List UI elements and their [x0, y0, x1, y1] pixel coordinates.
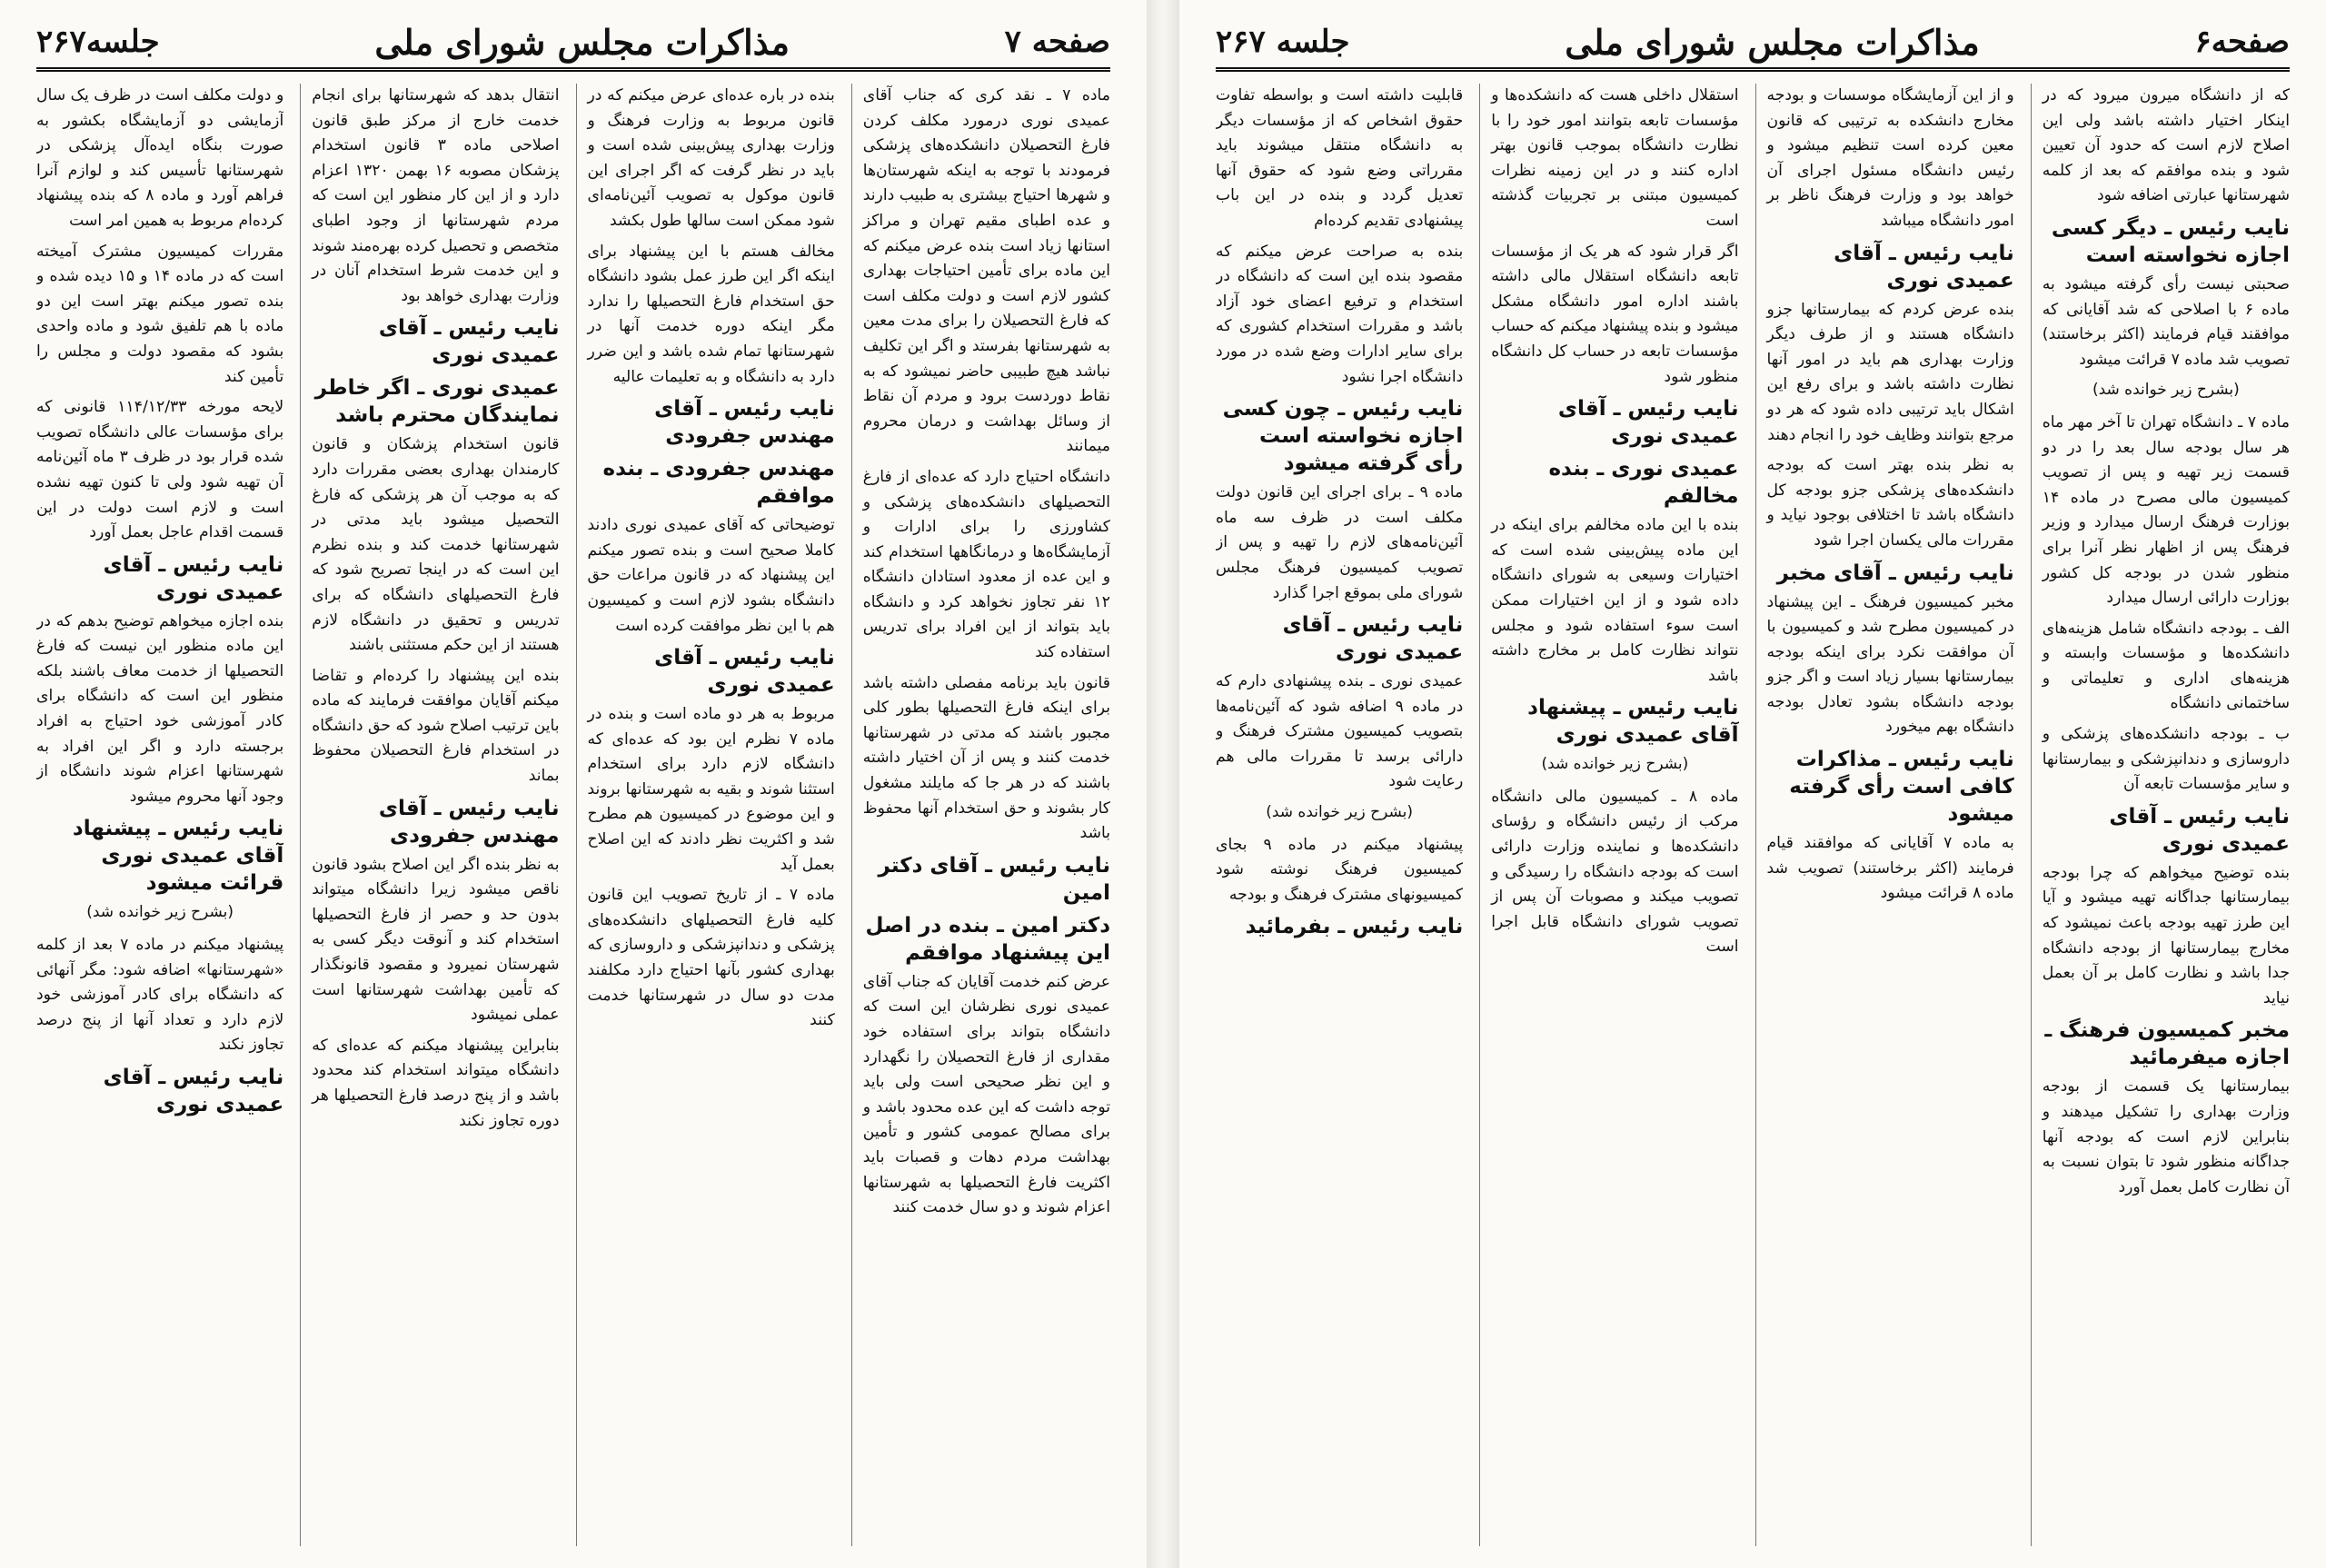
right-page-header	[1216, 16, 2290, 72]
paragraph: بنده به صراحت عرض میکنم که مقصود بنده این است که دانشگاه در استخدام و ترفیع اعضای خود آزاد باشد و مقررات استخدام کشوری که برای سایر ادارات وضع شده در مورد دانشگاه اجرا نشود	[1216, 242, 1464, 386]
text-column	[1479, 84, 1738, 1546]
paragraph: ب ـ بودجه دانشکده‌های پزشکی و داروسازی و دندانپزشکی و بیمارستانها و سایر مؤسسات تابعه آن	[2042, 725, 2290, 794]
paragraph: به نظر بنده اگر این اصلاح بشود قانون ناقص میشود زیرا دانشگاه میتواند بدون حد و حصر از فارغ التحصیلها استخدام کند و آنوقت دیگر کسی به شهرستان نمیرود و مقصود قانونگذار که تأمین بهداشت شهرستانها است عملی نمیشود	[312, 855, 560, 1025]
speaker-heading: نایب رئیس ـ آقای مخبر	[1776, 561, 2014, 585]
speaker-heading: عمیدی نوری ـ بنده مخالفم	[1548, 457, 1739, 509]
speaker-heading: نایب رئیس ـ مذاکرات کافی است رأی گرفته میشود	[1789, 748, 2014, 827]
session-number: جلسه ۲۶۷	[1216, 24, 1350, 60]
paragraph: ماده ۷ ـ از تاریخ تصویب این قانون کلیه فارغ التحصیلهای دانشکده‌های پزشکی و دندانپزشکی و داروسازی که بهداری کشور بآنها احتیاج دارد مکلفند مدت دو سال در شهرستانها خدمت کنند	[587, 886, 835, 1030]
paragraph: مخبر کمیسیون فرهنگ ـ این پیشنهاد در کمیسیون مطرح شد و کمیسیون با آن موافقت نکرد برای اینکه بودجه بیمارستانها بسیار زیاد است و اگر جزو بودجه دانشگاه بشود تعادل بودجه دانشگاه بهم میخورد	[1766, 592, 2014, 737]
book-gutter	[1147, 0, 1179, 1568]
paragraph: بنده عرض کردم که بیمارستانها جزو دانشگاه هستند و از طرف دیگر وزارت بهداری هم باید در امور آنها نظارت داشته باشد و برای رفع این اشکال باید ترتیبی داده شود که هر دو مرجع بتوانند وظایف خود را انجام دهند	[1766, 300, 2014, 444]
reading-note: (بشرح زیر خوانده شد)	[86, 903, 234, 922]
page-number: صفحه ۷	[1004, 24, 1110, 60]
text-column	[300, 84, 559, 1546]
paragraph: که از دانشگاه میرون میرود که در اینکار اختیار داشته باشد ولی این اصلاح لازم است که حدود آن تعیین شود و بنده موافقم که بعد از کلمه شهرستانها عبارتی اضافه شود	[2042, 86, 2290, 205]
paragraph: اگر قرار شود که هر یک از مؤسسات تابعه دانشگاه استقلال مالی داشته باشند اداره امور دانشگاه مشکل میشود و بنده پیشنهاد میکنم که حساب مؤسسات تابعه در حساب کل دانشگاه منظور شود	[1491, 242, 1739, 386]
paragraph: انتقال بدهد که شهرستانها برای انجام خدمت خارج از مرکز طبق قانون اصلاحی ماده ۳ قانون استخدام پزشکان مصوبه ۱۶ بهمن ۱۳۲۰ اعزام دارد و از این کار منظور این است که مردم شهرستانها از وجود اطبای متخصص و تحصیل کرده بهره‌مند شوند و این خدمت شرط استخدام آنان در وزارت بهداری خواهد بود	[312, 86, 560, 305]
speaker-heading: دکتر امین ـ بنده در اصل این پیشنهاد موافقم	[865, 913, 1110, 965]
paragraph: پیشنهاد میکنم در ماده ۷ بعد از کلمه «شهرستانها» اضافه شود: مگر آنهائی که دانشگاه برای کادر آموزشی خود لازم دارد و تعداد آنها از پنج درصد تجاوز نکند	[36, 936, 284, 1055]
speaker-heading: نایب رئیس ـ پیشنهاد آقای عمیدی نوری	[1527, 696, 1739, 748]
speaker-heading: نایب رئیس ـ چون کسی اجازه نخواسته است رأی گرفته میشود	[1222, 397, 1464, 476]
paragraph: بیمارستانها یک قسمت از بودجه وزارت بهداری را تشکیل میدهند و بنابراین لازم است که بودجه آنها جداگانه منظور شود تا بتوان نسبت به آن نظارت کامل بعمل آورد	[2042, 1077, 2290, 1196]
paragraph: بنده این پیشنهاد را کرده‌ام و تقاضا میکنم آقایان موافقت فرمایند که ماده باین ترتیب اصلاح شود که حق دانشگاه در استخدام فارغ التحصیلان محفوظ بماند	[312, 666, 560, 786]
speaker-heading: نایب رئیس ـ آقای مهندس جفرودی	[378, 796, 560, 848]
speaker-heading: عمیدی نوری ـ اگر خاطر نمایندگان محترم باشد	[314, 376, 560, 428]
speaker-heading: نایب رئیس ـ پیشنهاد آقای عمیدی نوری قرائت میشود	[72, 817, 284, 896]
paragraph: و دولت مکلف است در ظرف یک سال آزمایشی دو آزمایشگاه بکشور به صورت بنگاه ایده‌آل پزشکی در شهرستانها تأسیس کند و لوازم آنرا فراهم آورد و ماده ۸ که بنده پیشنهاد کرده‌ام مربوط به همین امر است	[36, 86, 284, 230]
paragraph: به نظر بنده بهتر است که بودجه دانشکده‌های پزشکی جزو بودجه کل دانشگاه باشد تا اختلافی بوجود نیاید و مقررات مالی یکسان اجرا شود	[1766, 456, 2014, 550]
speaker-heading: نایب رئیس ـ آقای مهندس جفرودی	[654, 397, 835, 449]
speaker-heading: نایب رئیس ـ آقای عمیدی نوری	[1557, 397, 1739, 449]
paragraph: صحبتی نیست رأی گرفته میشود به ماده ۶ با اصلاحی که شد آقایانی که موافقند قیام فرمایند (اکثر برخاستند) تصویب شد ماده ۷ قرائت میشود	[2042, 274, 2290, 369]
left-page-header	[36, 16, 1110, 72]
paragraph: قابلیت داشته است و بواسطه تفاوت حقوق اشخاص که از مؤسسات دیگر به دانشگاه منتقل میشوند باید مقرراتی وضع شود که حقوق آنها تعدیل گردد و بنده در این باب پیشنهادی تقدیم کرده‌ام	[1216, 86, 1464, 230]
header-title: مذاکرات مجلس شورای ملی	[374, 21, 790, 63]
left-page	[0, 0, 1147, 1568]
paragraph: به ماده ۷ آقایانی که موافقند قیام فرمایند (اکثر برخاستند) تصویب شد ماده ۸ قرائت میشود	[1766, 834, 2014, 903]
speaker-heading: نایب رئیس ـ آقای دکتر امین	[878, 853, 1110, 905]
speaker-heading: مهندس جفرودی ـ بنده موافقم	[602, 457, 835, 509]
speaker-heading: نایب رئیس ـ آقای عمیدی نوری	[654, 646, 835, 698]
paragraph: قانون باید برنامه مفصلی داشته باشد برای اینکه فارغ التحصیلها بطور کلی مجبور باشند که مدتی در شهرستانها خدمت کنند و پس از آن اختیار داشته باشند که در هر جا که مایلند مشغول کار بشوند و حق استخدام آنها محفوظ باشد	[862, 673, 1110, 843]
paragraph: دانشگاه احتیاج دارد که عده‌ای از فارغ التحصیلهای دانشکده‌های پزشکی و کشاورزی را برای ادارات و آزمایشگاه‌ها و درمانگاهها استخدام کند و این عده از معدود استادان دانشگاه ۱۲ نفر تجاوز نخواهد کرد و دانشگاه باید بتواند از این افراد برای تدریس استفاده کند	[862, 467, 1110, 662]
paragraph: بنده در باره عده‌ای عرض میکنم که در قانون مربوط به وزارت فرهنگ و وزارت بهداری پیش‌بینی شده است و باید در نظر گرفت که اگر اجرای این قانون موکول به تصویب آئین‌نامه‌ای شود ممکن است سالها طول بکشد	[587, 86, 835, 230]
paragraph: مربوط به هر دو ماده است و بنده در ماده ۷ نظرم این بود که عده‌ای که دانشگاه لازم دارد برای استخدام استثنا شوند و بقیه به شهرستانها بروند و این موضوع در کمیسیون هم مطرح شد و اکثریت نظر دادند که این اصلاح بعمل آید	[587, 705, 835, 874]
paragraph: عمیدی نوری ـ بنده پیشنهادی دارم که در ماده ۹ اضافه شود که آئین‌نامه‌ها بتصویب کمیسیون مشترک فرهنگ و دارائی برسد تا مقررات مالی هم رعایت شود	[1216, 672, 1464, 791]
right-page	[1179, 0, 2326, 1568]
right-page-columns	[1216, 84, 2290, 1546]
speaker-heading: نایب رئیس ـ آقای عمیدی نوری	[378, 316, 560, 368]
speaker-heading: نایب رئیس ـ بفرمائید	[1245, 915, 1464, 939]
speaker-heading: نایب رئیس ـ دیگر کسی اجازه نخواسته است	[2051, 215, 2290, 267]
paragraph: و از این آزمایشگاه موسسات و بودجه مخارج دانشکده به ترتیبی که قانون معین کرده است تنظیم میشود و رئیس دانشگاه مسئول اجرای آن خواهد بود و وزارت فرهنگ ناظر بر امور دانشگاه میباشد	[1766, 86, 2014, 230]
paragraph: مقررات کمیسیون مشترک آمیخته است که در ماده ۱۴ و ۱۵ دیده شده و بنده تصور میکنم بهتر است این دو ماده با هم تلفیق شود و ماده واحدی بشود که مقصود دولت و مجلس را تأمین کند	[36, 242, 284, 386]
reading-note: (بشرح زیر خوانده شد)	[2092, 381, 2240, 400]
text-column	[2031, 84, 2290, 1546]
speaker-heading: نایب رئیس ـ آقای عمیدی نوری	[1834, 241, 2014, 293]
paragraph: بنده اجازه میخواهم توضیح بدهم که در این ماده منظور این نیست که فارغ التحصیلها از خدمت معاف باشند بلکه منظور این است که دانشگاه برای کادر آموزشی خود احتیاج به افراد برجسته دارد و اگر این افراد به شهرستانها اعزام شوند دانشگاه از وجود آنها محروم میشود	[36, 611, 284, 806]
text-column	[851, 84, 1110, 1546]
speaker-heading: نایب رئیس ـ آقای عمیدی نوری	[103, 1066, 284, 1116]
paragraph: استقلال داخلی هست که دانشکده‌ها و مؤسسات تابعه بتوانند امور خود را با نظارت دانشگاه بموجب قانون بهتر اداره کنند و در این زمینه نظرات کمیسیون مبتنی بر تجربیات گذشته است	[1491, 86, 1739, 230]
paragraph: لایحه مورخه ۱۱۴/۱۲/۳۳ قانونی که برای مؤسسات عالی دانشگاه تصویب شده قرار بود در ظرف ۳ ماه آئین‌نامه آن تهیه شود ولی تا کنون تهیه نشده است و لازم است دولت در این قسمت اقدام عاجل بعمل آورد	[36, 398, 284, 542]
paragraph: توضیحاتی که آقای عمیدی نوری دادند کاملا صحیح است و بنده تصور میکنم این پیشنهاد که در قانون مراعات حق دانشگاه بشود لازم است و کمیسیون هم با این نظر موافقت کرده است	[587, 516, 835, 635]
speaker-heading: نایب رئیس ـ آقای عمیدی نوری	[2109, 804, 2290, 856]
paragraph: مخالف هستم با این پیشنهاد برای اینکه اگر این طرز عمل بشود دانشگاه حق استخدام فارغ التحصیلها را ندارد مگر اینکه دوره خدمت آنها در شهرستانها تمام شده باشد و این ضرر دارد به دانشگاه و به تعلیمات عالیه	[587, 242, 835, 386]
text-column	[36, 84, 283, 1546]
paragraph: قانون استخدام پزشکان و قانون کارمندان بهداری بعضی مقررات دارد که به موجب آن هر پزشکی که فارغ التحصیل میشود باید مدتی در شهرستانها خدمت کند و بنده نظرم این است که در اینجا تصریح شود که فارغ التحصیلهای دانشگاه که برای تدریس و تحقیق در دانشگاه لازم هستند از این حکم مستثنی باشند	[312, 435, 560, 655]
paragraph: بنده توضیح میخواهم که چرا بودجه بیمارستانها جداگانه تهیه میشود و آیا این طرز تهیه بودجه باعث نمیشود که مخارج بیمارستانها از بودجه دانشگاه جدا باشد و نظارت کامل بر آن بعمل نیاید	[2042, 863, 2290, 1007]
speaker-heading: نایب رئیس ـ آقای عمیدی نوری	[1282, 613, 1464, 665]
paragraph: الف ـ بودجه دانشگاه شامل هزینه‌های دانشکده‌ها و مؤسسات وابسته و هزینه‌های اداری و تعلیماتی و ساختمانی دانشگاه	[2042, 619, 2290, 713]
paragraph: ماده ۷ ـ دانشگاه تهران تا آخر مهر ماه هر سال بودجه سال بعد را در دو قسمت زیر تهیه و پس از تصویب کمیسیون مالی مصرح در ماده ۱۴ بوزارت فرهنگ ارسال میدارد و وزیر فرهنگ پس از اظهار نظر آنرا برای منظور شدن در بودجه کل کشور بوزارت دارائی ارسال میدارد	[2042, 412, 2290, 608]
paragraph: بنده با این ماده مخالفم برای اینکه در این ماده پیش‌بینی شده است که اختیارات وسیعی به شورای دانشگاه داده شود و از این اختیارات ممکن است سوء استفاده شود و مجلس نتواند نظارت کامل بر مخارج داشته باشد	[1491, 516, 1739, 685]
reading-note: (بشرح زیر خوانده شد)	[1266, 803, 1414, 822]
session-number: جلسه۲۶۷	[36, 24, 160, 60]
paragraph: بنابراین پیشنهاد میکنم که عده‌ای که دانشگاه میتواند استخدام کند محدود باشد و از پنج درصد فارغ التحصیلها هر دوره تجاوز نکند	[312, 1036, 560, 1130]
paragraph: ماده ۷ ـ نقد کری که جناب آقای عمیدی نوری درمورد مکلف کردن فارغ التحصیلان دانشکده‌های پزشکی فرمودند با توجه به اینکه شهرستان‌ها و شهرها احتیاج بیشتری به طبیب دارند و عده اطبای مقیم تهران و مراکز استانها زیاد است بنده عرض میکنم که این ماده برای تأمین احتیاجات بهداری کشور لازم است و دولت مکلف است که فارغ التحصیلان را برای مدت معین به شهرستانها بفرستد و اگر این تکلیف نباشد هیچ طبیبی حاضر نمیشود که به نقاط دوردست برود و مردم آن نقاط از وسائل بهداشت و درمان محروم میمانند	[862, 86, 1110, 456]
paragraph: ماده ۸ ـ کمیسیون مالی دانشگاه مرکب از رئیس دانشگاه و رؤسای دانشکده‌ها و نماینده وزارت دارائی است که بودجه دانشگاه را رسیدگی و تصویب میکند و مصوبات آن پس از تصویب شورای دانشگاه قابل اجرا است	[1491, 787, 1739, 957]
speaker-heading: نایب رئیس ـ آقای عمیدی نوری	[103, 552, 284, 604]
left-page-columns	[36, 84, 1110, 1546]
header-title: مذاکرات مجلس شورای ملی	[1565, 21, 1980, 63]
paragraph: پیشنهاد میکنم در ماده ۹ بجای کمیسیون فرهنگ نوشته شود کمیسیونهای مشترک فرهنگ و بودجه	[1216, 835, 1464, 904]
page-number: صفحه۶	[2194, 24, 2290, 60]
text-column	[1216, 84, 1463, 1546]
text-column	[1755, 84, 2014, 1546]
paragraph: عرض کنم خدمت آقایان که جناب آقای عمیدی نوری نظرشان این است که دانشگاه بتواند برای استفاده خود مقداری از فارغ التحصیلان را نگهدارد و این نظر صحیحی است ولی باید توجه داشت که این عده محدود باشد و برای مصالح عمومی کشور و تأمین بهداشت مردم دهات و قصبات باید اکثریت فارغ التحصیلها به شهرستانها اعزام شوند و دو سال خدمت کنند	[862, 972, 1110, 1217]
paragraph: ماده ۹ ـ برای اجرای این قانون دولت مکلف است در ظرف سه ماه آئین‌نامه‌های لازم را تهیه و پس از تصویب کمیسیون فرهنگ مجلس شورای ملی بموقع اجرا گذارد	[1216, 483, 1464, 602]
speaker-heading: مخبر کمیسیون فرهنگ ـ اجازه میفرمائید	[2044, 1018, 2290, 1070]
text-column	[576, 84, 835, 1546]
reading-note: (بشرح زیر خوانده شد)	[1541, 755, 1689, 774]
